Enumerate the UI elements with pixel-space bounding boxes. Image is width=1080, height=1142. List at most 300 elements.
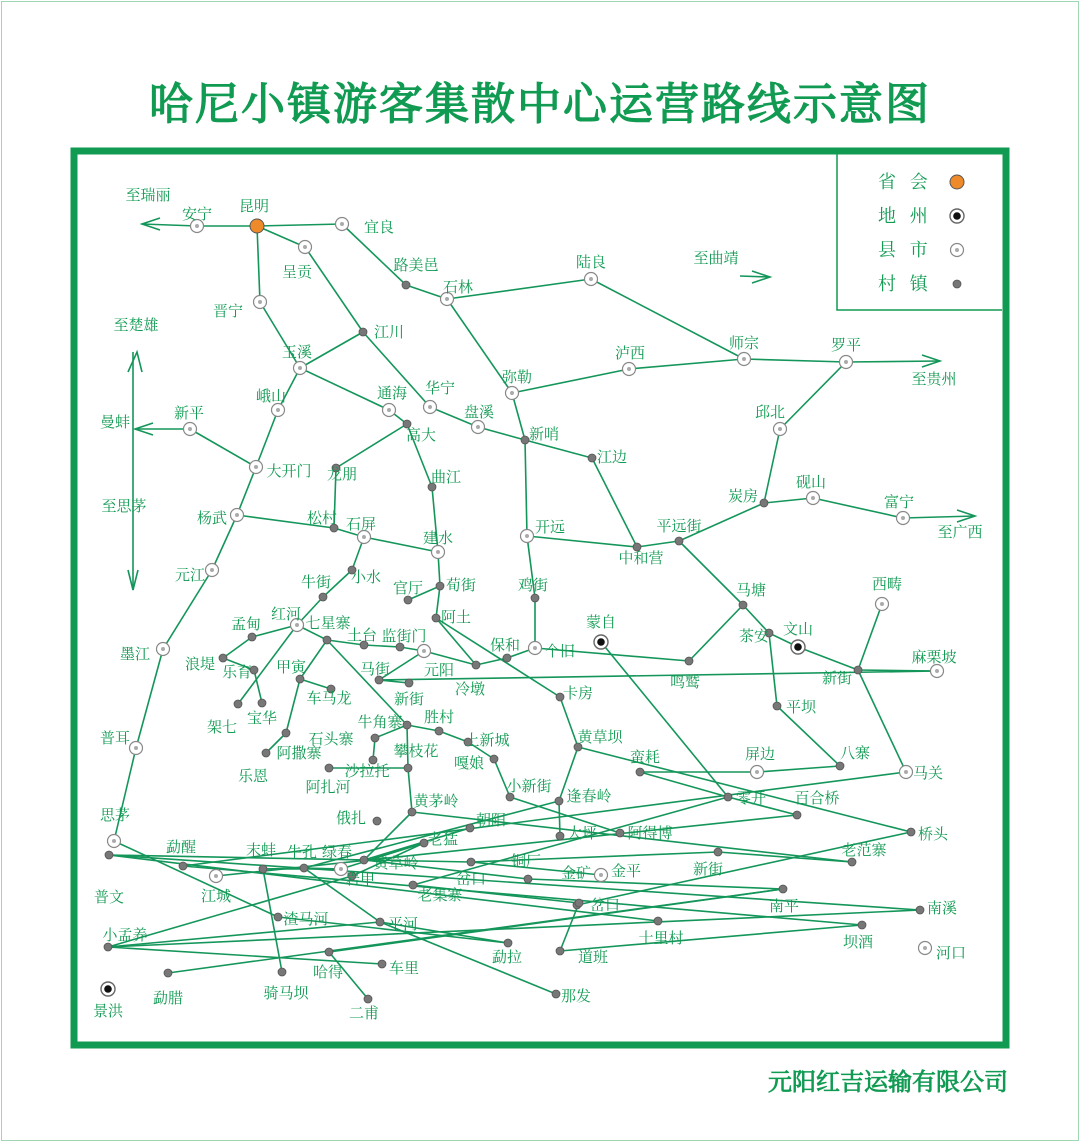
village-marker <box>325 764 333 772</box>
place-label: 胜村 <box>423 708 455 726</box>
route-segment <box>336 424 407 468</box>
route-segment <box>559 801 560 836</box>
village-marker <box>504 939 512 947</box>
place-label: 石屏 <box>345 515 377 533</box>
place-label: 逢春岭 <box>566 787 612 805</box>
prefecture-marker <box>594 635 608 649</box>
route-segment <box>471 852 718 862</box>
place-label: 十里村 <box>638 929 684 947</box>
village-marker <box>773 702 781 710</box>
village-marker <box>404 764 412 772</box>
place-label: 新街 <box>821 669 853 687</box>
village-marker <box>405 679 413 687</box>
route-segment <box>764 498 813 503</box>
place-label: 乐育 <box>221 663 253 681</box>
route-segment <box>640 772 728 797</box>
village-marker <box>556 832 564 840</box>
place-label: 通海 <box>376 384 408 402</box>
place-label: 卡房 <box>562 684 594 702</box>
village-marker <box>435 727 443 735</box>
village-marker <box>907 828 915 836</box>
county-marker <box>595 869 608 882</box>
place-label: 屏边 <box>744 745 776 763</box>
county-icon <box>951 244 964 257</box>
county-marker <box>840 356 853 369</box>
village-marker <box>531 594 539 602</box>
village-marker <box>556 947 564 955</box>
county-marker <box>432 546 445 559</box>
county-marker <box>900 766 913 779</box>
direction-label: 至贵州 <box>911 370 957 388</box>
county-marker <box>424 401 437 414</box>
county-marker <box>774 423 787 436</box>
route-segment <box>592 458 637 547</box>
place-label: 岔口 <box>455 870 487 888</box>
legend-label: 省 会 <box>878 172 932 193</box>
place-label: 孟甸 <box>230 615 262 633</box>
direction-label: 至瑞丽 <box>125 186 171 204</box>
place-label: 新平 <box>173 404 205 422</box>
place-label: 朝阳 <box>475 811 507 829</box>
route-segment <box>223 637 252 658</box>
village-marker <box>636 768 644 776</box>
place-label: 景洪 <box>92 1002 124 1020</box>
county-marker <box>383 404 396 417</box>
place-label: 盘溪 <box>463 403 495 421</box>
route-segment <box>744 359 846 362</box>
village-marker <box>373 817 381 825</box>
village-marker <box>685 657 693 665</box>
place-label: 金平 <box>610 862 642 880</box>
village-marker <box>714 848 722 856</box>
county-marker <box>210 870 223 883</box>
place-label: 西畴 <box>871 575 903 593</box>
place-label: 鸡街 <box>517 576 549 594</box>
place-label: 浪堤 <box>184 655 216 673</box>
place-label: 上新城 <box>464 731 510 749</box>
direction-label: 至思茅 <box>101 497 147 515</box>
village-marker <box>760 499 768 507</box>
arrow-head <box>128 352 142 372</box>
village-marker <box>323 636 331 644</box>
place-label: 监街门 <box>381 627 427 645</box>
route-segment <box>436 586 440 618</box>
place-label: 元阳 <box>423 661 455 679</box>
county-marker <box>751 766 764 779</box>
route-segment <box>769 633 777 706</box>
route-segment <box>798 647 858 670</box>
routes <box>108 224 937 999</box>
route-segment <box>512 393 525 440</box>
route-segment <box>256 410 278 467</box>
place-label: 坝酒 <box>842 933 874 951</box>
place-label: 砚山 <box>795 473 827 491</box>
village-marker <box>503 654 511 662</box>
place-label: 鸣鹫 <box>669 673 701 691</box>
place-label: 富宁 <box>883 493 915 511</box>
village-marker <box>724 793 732 801</box>
village-marker <box>359 328 367 336</box>
place-label: 甲寅 <box>275 658 307 676</box>
place-label: 华宁 <box>424 379 456 397</box>
village-marker <box>467 858 475 866</box>
village-marker <box>164 969 172 977</box>
county-marker <box>623 363 636 376</box>
village-marker <box>472 661 480 669</box>
route-segment <box>757 766 840 772</box>
place-label: 思茅 <box>99 806 131 824</box>
place-label: 曲江 <box>430 468 462 486</box>
county-marker <box>521 530 534 543</box>
place-label: 龙朋 <box>326 465 358 483</box>
place-label: 平河 <box>387 915 419 933</box>
places <box>101 218 944 1004</box>
village-marker <box>105 851 113 859</box>
village-marker <box>376 918 384 926</box>
village-marker <box>555 797 563 805</box>
prefecture-marker <box>101 982 115 996</box>
place-label: 官厅 <box>392 579 424 597</box>
route-segment <box>478 427 525 440</box>
village-marker <box>616 829 624 837</box>
route-segment <box>764 429 780 503</box>
place-label: 道班 <box>577 948 609 966</box>
place-label: 阿撒寨 <box>276 744 322 762</box>
place-label: 岔口 <box>589 896 621 914</box>
legend <box>837 154 1002 310</box>
place-label: 阿扎河 <box>305 778 351 796</box>
place-label: 普文 <box>93 888 125 906</box>
place-label: 路美邑 <box>393 256 439 274</box>
county-marker <box>529 642 542 655</box>
route-segment <box>525 440 527 536</box>
village-marker <box>654 917 662 925</box>
place-label: 马街 <box>359 660 391 678</box>
village-marker <box>258 699 266 707</box>
provincial-marker <box>250 219 264 233</box>
legend-label: 县 市 <box>878 240 932 261</box>
village-marker <box>916 906 924 914</box>
place-label: 峨山 <box>255 387 287 405</box>
direction-label: 至广西 <box>937 523 983 541</box>
place-label: 末蚌 <box>245 841 277 859</box>
village-marker <box>409 881 417 889</box>
county-marker <box>184 423 197 436</box>
place-label: 沙拉托 <box>344 762 390 780</box>
place-label: 勐腊 <box>152 989 184 1007</box>
place-label: 大开门 <box>266 462 312 480</box>
village-marker <box>278 968 286 976</box>
place-label: 新街 <box>393 690 425 708</box>
place-label: 麻栗坡 <box>911 648 957 666</box>
route-segment <box>637 541 679 547</box>
village-marker <box>403 721 411 729</box>
village-marker <box>104 943 112 951</box>
county-marker <box>157 643 170 656</box>
village-marker <box>179 862 187 870</box>
place-label: 骑马坝 <box>263 984 309 1002</box>
village-marker <box>378 960 386 968</box>
place-label: 炭房 <box>727 487 759 505</box>
place-label: 铜厂 <box>510 852 542 870</box>
county-marker <box>738 353 751 366</box>
county-marker <box>272 404 285 417</box>
route-segment <box>108 910 920 947</box>
place-label: 那发 <box>560 987 592 1005</box>
place-label: 晋宁 <box>212 302 244 320</box>
county-marker <box>294 362 307 375</box>
village-marker <box>588 454 596 462</box>
place-label: 保和 <box>489 636 521 654</box>
place-label: 墨江 <box>119 645 151 663</box>
place-label: 嘎娘 <box>453 754 485 772</box>
place-label: 岩甲 <box>344 870 376 888</box>
place-label: 平远街 <box>656 517 702 535</box>
place-label: 八寨 <box>839 744 871 762</box>
county-marker <box>108 835 121 848</box>
village-marker <box>779 885 787 893</box>
place-label: 七星寨 <box>305 614 351 632</box>
place-label: 二甫 <box>348 1004 380 1022</box>
county-marker <box>506 387 519 400</box>
county-marker <box>807 492 820 505</box>
place-label: 黄草坝 <box>577 728 623 746</box>
route-segment <box>718 852 852 862</box>
county-marker <box>299 241 312 254</box>
direction-label: 曼蚌 <box>99 413 131 431</box>
route-segment <box>476 658 507 665</box>
place-label: 茶安 <box>738 627 770 645</box>
place-label: 土台 <box>346 626 378 644</box>
route-segment <box>364 645 400 647</box>
place-label: 牛街 <box>300 573 332 591</box>
place-label: 小新街 <box>506 777 552 795</box>
place-label: 南平 <box>768 897 800 915</box>
place-label: 黄茅岭 <box>413 792 459 810</box>
village-marker <box>319 593 327 601</box>
route-segment <box>263 868 304 869</box>
route-segment <box>601 642 728 797</box>
place-label: 小孟养 <box>102 926 148 944</box>
village-marker <box>364 995 372 1003</box>
village-marker <box>234 700 242 708</box>
place-label: 金矿 <box>560 864 592 882</box>
village-marker <box>404 596 412 604</box>
village-marker <box>432 614 440 622</box>
place-label: 石林 <box>442 278 474 296</box>
place-label: 小水 <box>350 568 382 586</box>
route-segment <box>780 362 846 429</box>
place-label: 老猛 <box>427 830 459 848</box>
village-marker <box>262 749 270 757</box>
village-marker <box>793 811 801 819</box>
route-segment <box>629 359 744 369</box>
county-marker <box>876 598 889 611</box>
route-segment <box>257 226 260 302</box>
place-label: 个旧 <box>544 642 576 660</box>
route-segment <box>679 541 743 605</box>
place-label: 南溪 <box>926 899 958 917</box>
place-label: 俄扎 <box>335 809 367 827</box>
place-label: 安宁 <box>181 205 213 223</box>
village-marker <box>402 281 410 289</box>
place-label: 红河 <box>270 605 302 623</box>
place-label: 蒙自 <box>585 613 617 631</box>
county-marker <box>472 421 485 434</box>
place-label: 师宗 <box>728 334 760 352</box>
place-label: 绿春 <box>321 843 353 861</box>
county-marker <box>897 512 910 525</box>
place-label: 架七 <box>206 718 238 736</box>
place-label: 宜良 <box>364 218 395 236</box>
route-segment <box>190 429 256 467</box>
place-label: 哈得 <box>312 963 344 981</box>
village-marker <box>858 921 866 929</box>
village-marker <box>524 875 532 883</box>
place-label: 宝华 <box>246 709 278 727</box>
place-label: 昆明 <box>238 197 270 215</box>
place-label: 牛角寨 <box>357 713 403 731</box>
village-marker <box>219 654 227 662</box>
place-label: 攀枝花 <box>393 742 439 760</box>
village-icon <box>953 280 961 288</box>
county-marker <box>206 564 219 577</box>
place-label: 江城 <box>200 887 232 905</box>
route-segment <box>300 679 331 689</box>
place-label: 玉溪 <box>281 343 313 361</box>
village-marker <box>739 601 747 609</box>
place-label: 杨武 <box>196 509 228 527</box>
place-label: 新街 <box>692 860 724 878</box>
route-segment <box>254 670 262 703</box>
place-label: 车里 <box>388 959 420 977</box>
place-label: 老集寨 <box>417 886 463 904</box>
route-segment <box>286 679 300 733</box>
place-label: 新哨 <box>528 425 560 443</box>
legend-label: 地 州 <box>878 206 932 227</box>
route-segment <box>858 604 882 670</box>
place-label: 零开 <box>735 789 767 807</box>
route-segment <box>591 279 744 359</box>
village-marker <box>521 436 529 444</box>
village-marker <box>575 899 583 907</box>
route-segment <box>560 697 578 747</box>
village-marker <box>436 582 444 590</box>
county-marker <box>231 509 244 522</box>
route-segment <box>114 748 136 841</box>
place-label: 车马龙 <box>306 689 352 707</box>
place-label: 邱北 <box>754 403 786 421</box>
village-marker <box>420 839 428 847</box>
village-marker <box>325 948 333 956</box>
place-label: 元江 <box>174 566 206 584</box>
place-label: 建水 <box>422 529 454 547</box>
prefecture-icon <box>950 209 964 223</box>
place-label: 石头寨 <box>308 730 354 748</box>
route-segment <box>136 649 163 748</box>
place-label: 渣马河 <box>283 910 329 928</box>
place-label: 阿土 <box>440 608 472 626</box>
place-label: 乐恩 <box>237 767 269 785</box>
place-label: 勐醒 <box>165 838 197 856</box>
place-label: 江川 <box>373 323 405 341</box>
arrow-line <box>142 224 197 226</box>
route-segment <box>527 536 637 547</box>
company-name: 元阳红吉运输有限公司 <box>768 1067 1008 1096</box>
village-marker <box>371 734 379 742</box>
place-label: 中和营 <box>618 549 664 567</box>
route-segment <box>237 467 256 515</box>
county-marker <box>919 942 932 955</box>
county-marker <box>336 218 349 231</box>
county-marker <box>254 296 267 309</box>
route-segment <box>257 224 342 226</box>
map-title: 哈尼小镇游客集散中心运营路线示意图 <box>149 79 931 130</box>
place-label: 罗平 <box>830 336 862 354</box>
place-label: 牛孔 <box>286 843 318 861</box>
village-marker <box>248 633 256 641</box>
legend-label: 村 镇 <box>878 274 932 295</box>
place-label: 马关 <box>912 764 944 782</box>
route-segment <box>305 247 363 332</box>
place-label: 松村 <box>306 509 338 527</box>
place-label: 老范寨 <box>841 841 887 859</box>
place-label: 泸西 <box>614 344 646 362</box>
route-segment <box>379 671 937 680</box>
place-label: 文山 <box>782 620 814 638</box>
county-marker <box>250 461 263 474</box>
place-label: 勐拉 <box>491 948 523 966</box>
map-frame <box>74 151 1006 1045</box>
county-marker <box>130 742 143 755</box>
place-label: 冷墩 <box>454 680 486 698</box>
village-marker <box>296 675 304 683</box>
place-label: 呈贡 <box>281 263 313 281</box>
village-marker <box>282 729 290 737</box>
village-marker <box>490 755 498 763</box>
arrow-line <box>903 516 975 518</box>
place-label: 高大 <box>405 426 437 444</box>
provincial-capital-icon <box>950 175 964 189</box>
place-label: 黄草岭 <box>373 854 419 872</box>
arrow-line <box>846 361 940 362</box>
village-marker <box>300 864 308 872</box>
place-label: 陆良 <box>575 253 607 271</box>
village-marker <box>836 762 844 770</box>
village-marker <box>552 990 560 998</box>
place-label: 桥头 <box>917 825 949 843</box>
prefecture-marker <box>791 640 805 654</box>
direction-label: 至楚雄 <box>113 316 159 334</box>
route-segment <box>300 368 389 410</box>
village-marker <box>675 537 683 545</box>
route-segment <box>689 605 743 661</box>
county-marker <box>931 665 944 678</box>
village-marker <box>848 858 856 866</box>
route-segment <box>408 768 412 812</box>
place-label: 荀街 <box>445 576 477 594</box>
place-label: 大坪 <box>566 824 598 842</box>
village-marker <box>854 666 862 674</box>
place-label: 蛮耗 <box>629 748 661 766</box>
place-label: 平坝 <box>785 698 817 716</box>
direction-label: 至曲靖 <box>693 249 739 267</box>
village-marker <box>259 865 267 873</box>
village-marker <box>274 913 282 921</box>
village-marker <box>360 856 368 864</box>
place-label: 弥勒 <box>501 368 533 386</box>
place-label: 阿得博 <box>627 824 673 842</box>
